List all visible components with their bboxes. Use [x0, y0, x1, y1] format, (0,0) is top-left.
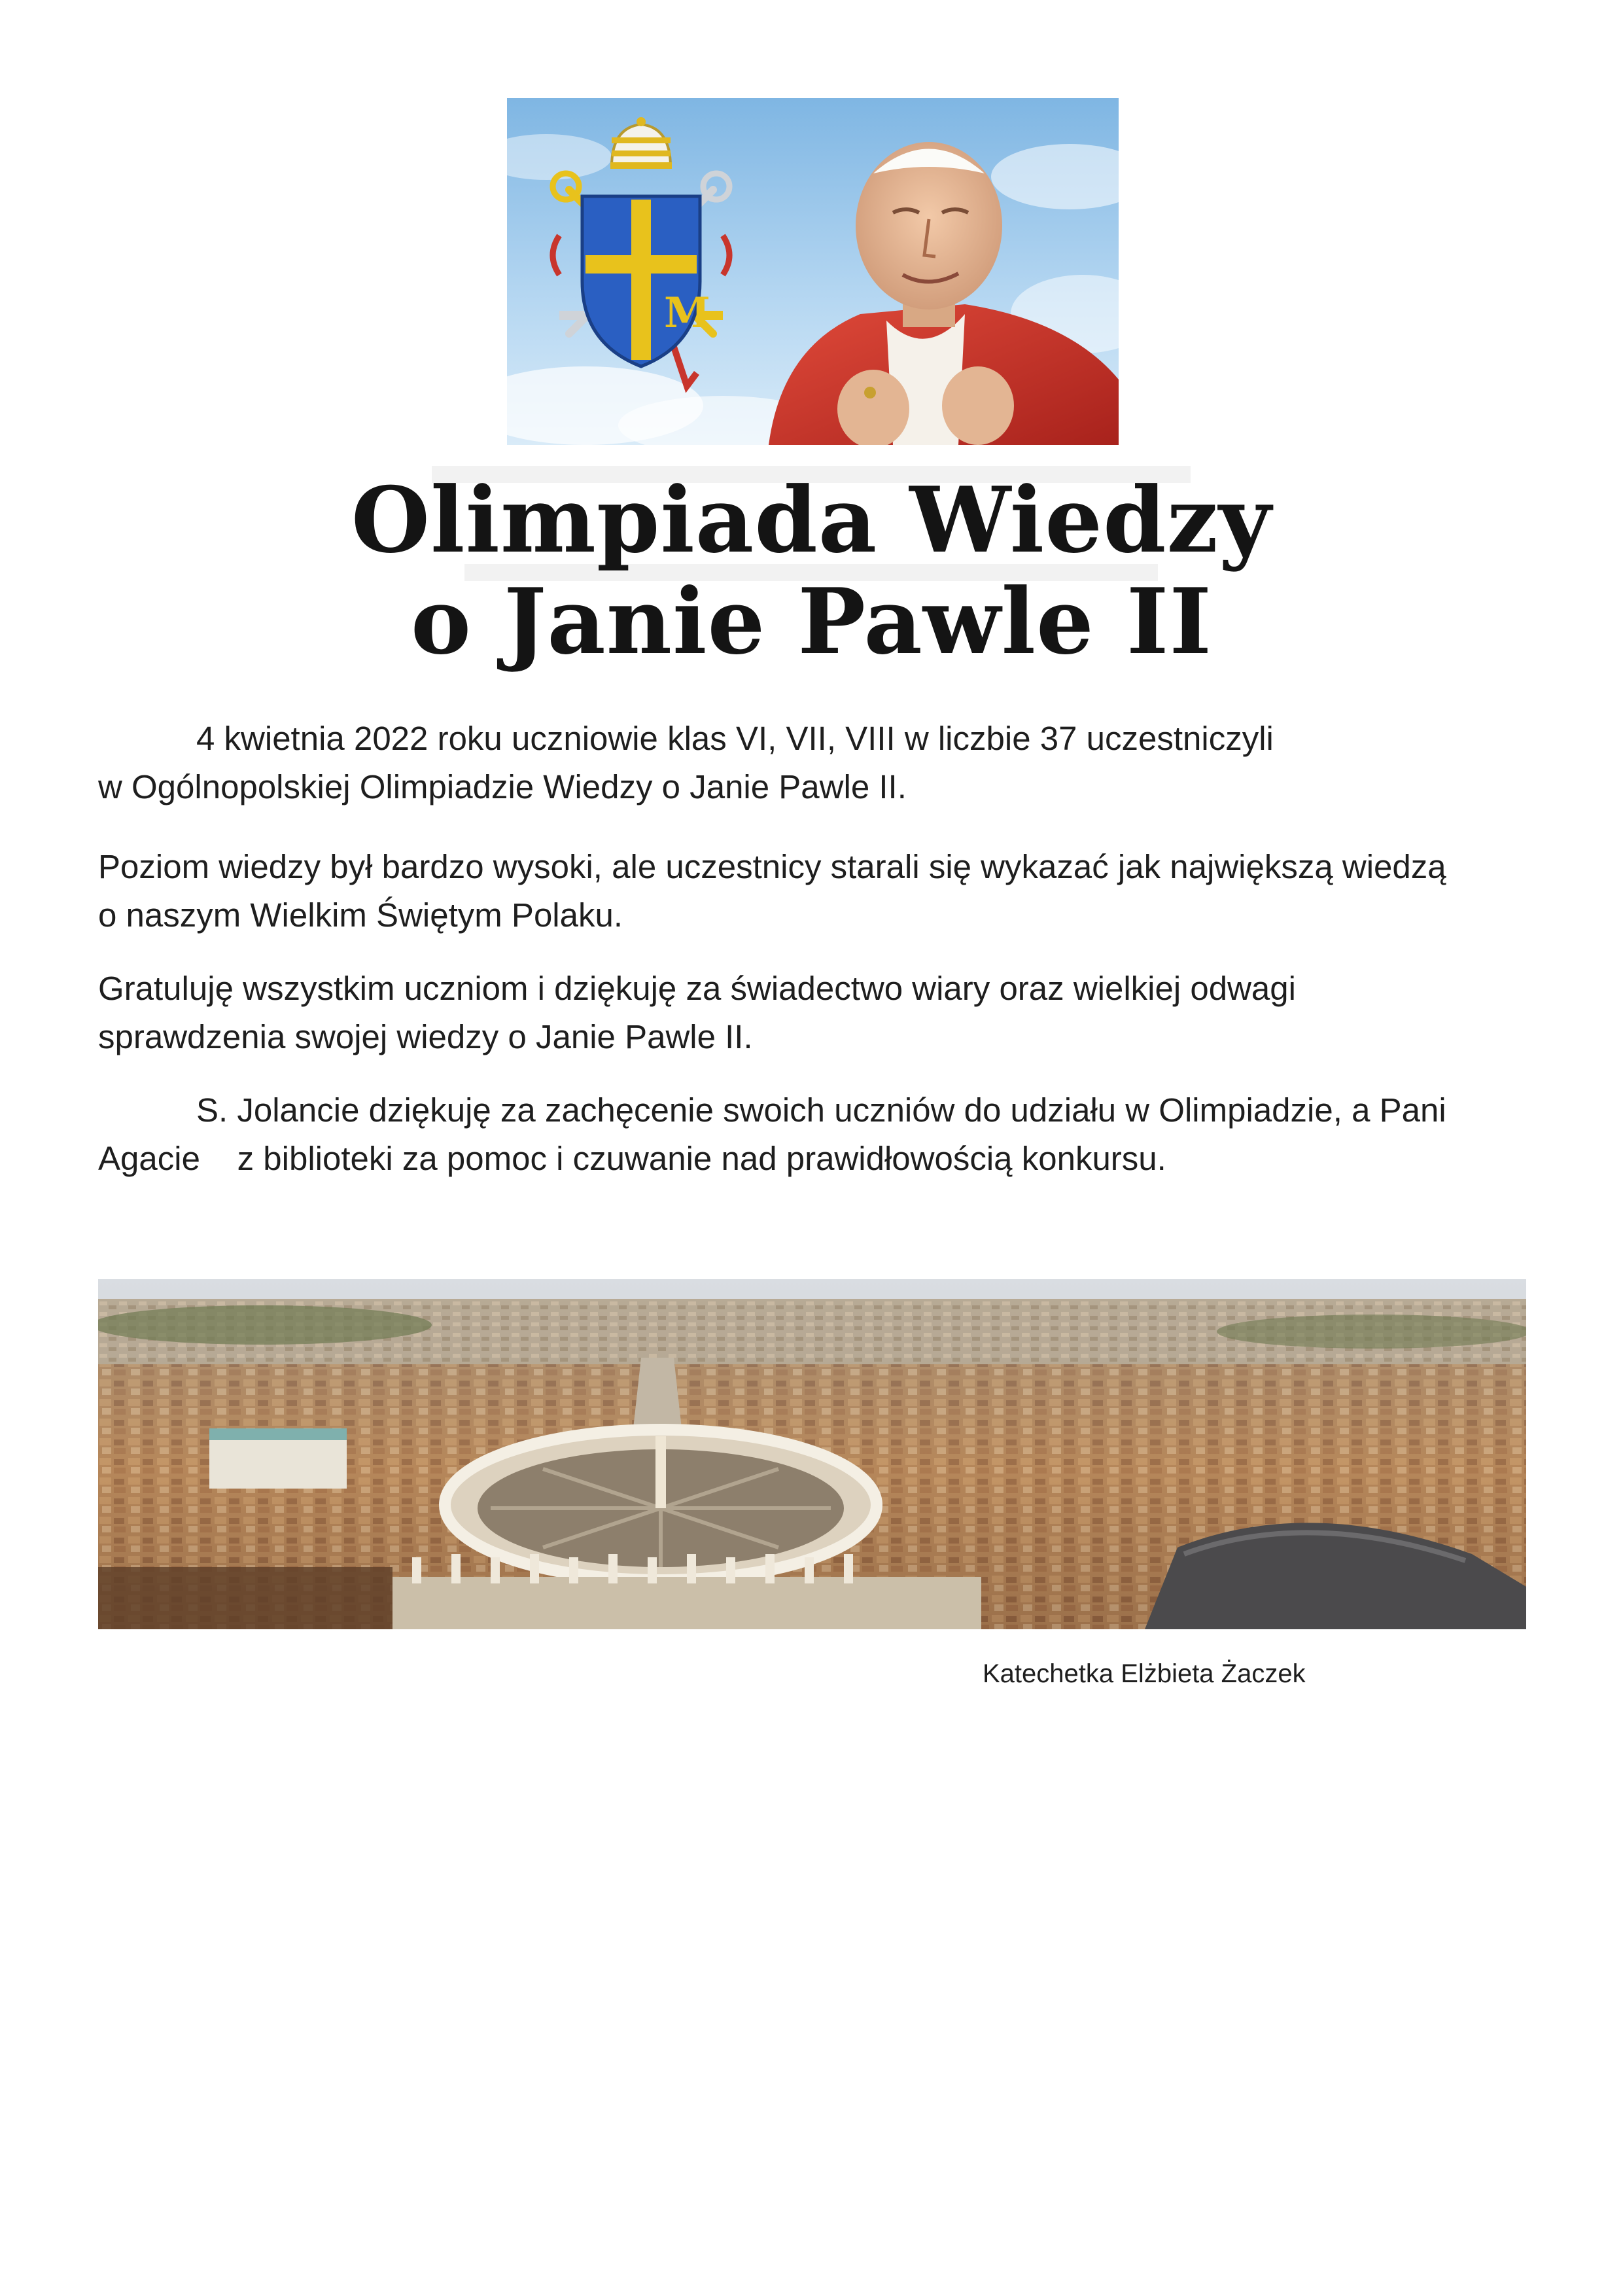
- paragraph-1-line1: 4 kwietnia 2022 roku uczniowie klas VI, VII, VIII w liczbie 37 uczestniczyli: [196, 720, 1274, 757]
- paragraph-4-line2: Agacie z biblioteki za pomoc i czuwanie nad prawidłowością konkursu.: [98, 1140, 1166, 1177]
- panorama-image: [98, 1279, 1526, 1629]
- svg-text:M: M: [664, 289, 710, 338]
- pope-portrait-with-coat-of-arms-icon: [507, 98, 1119, 445]
- paragraph-3-line2: sprawdzenia swojej wiedzy o Janie Pawle II.: [98, 1018, 753, 1055]
- paragraph-1-line2: w Ogólnopolskiej Olimpiadzie Wiedzy o Janie Pawle II.: [98, 768, 907, 805]
- paragraph-3-line1: Gratuluję wszystkim uczniom i dziękuję za świadectwo wiary oraz wielkiej odwagi: [98, 970, 1296, 1007]
- signature: Katechetka Elżbieta Żaczek: [983, 1659, 1306, 1688]
- vatican-st-peters-square-panorama-icon: [98, 1279, 1526, 1629]
- paragraph-4-line1: S. Jolancie dziękuję za zachęcenie swoich uczniów do udziału w Olimpiadzie, a Pani: [196, 1091, 1446, 1129]
- paragraph-2: [98, 843, 1524, 940]
- page-title-line1: Olimpiada Wiedzy: [351, 467, 1272, 573]
- hero-image: [507, 98, 1119, 445]
- paragraph-3: [98, 964, 1524, 1061]
- page-title-line2: o Janie Pawle II: [410, 568, 1213, 675]
- paragraph-2-line1: Poziom wiedzy był bardzo wysoki, ale uczestnicy starali się wykazać jak największą wiedzą: [98, 848, 1446, 885]
- paragraph-4: [98, 1086, 1524, 1183]
- paragraph-1: [98, 715, 1524, 811]
- paragraph-2-line2: o naszym Wielkim Świętym Polaku.: [98, 896, 623, 934]
